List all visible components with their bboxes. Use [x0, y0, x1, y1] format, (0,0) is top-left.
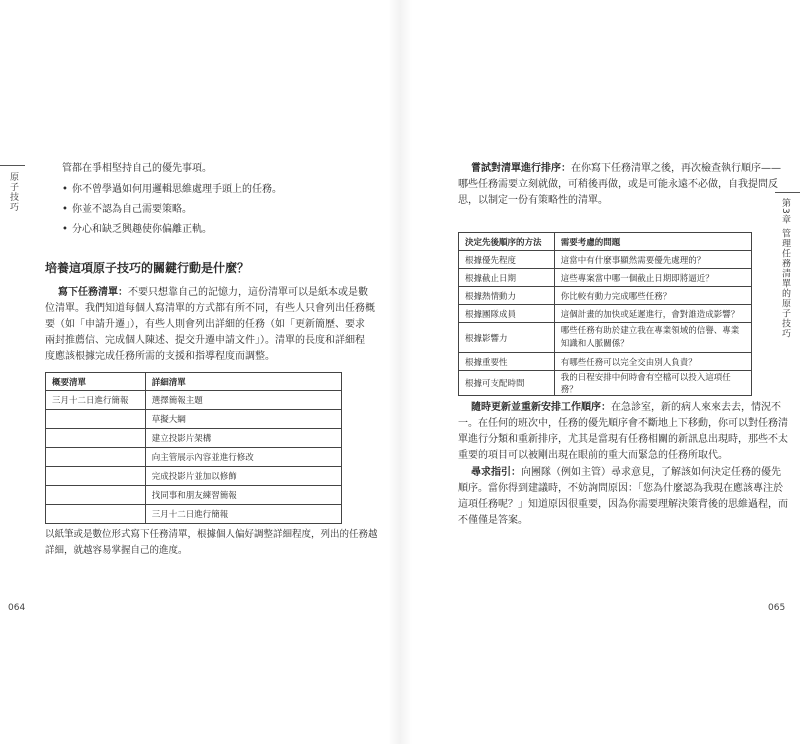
- table-cell: 有哪些任務可以完全交由別人負責？: [554, 353, 751, 371]
- table-cell: 根據可支配時間: [459, 371, 555, 396]
- table-row: [459, 269, 752, 287]
- para-line: 向團隊（例如主管）尋求意見，了解該如何決定任務的優先: [521, 467, 781, 478]
- table-row: [459, 353, 752, 371]
- table-cell: 三月十二日進行簡報: [46, 391, 146, 410]
- para-line: 單進行分類和重新排序，尤其是當現有任務相關的新訊息出現時，那些不太: [458, 434, 788, 445]
- table-cell: 根據熱情動力: [459, 287, 555, 305]
- table-row: [46, 467, 342, 486]
- para-line: 哪些任務需要立刻就做，可稍後再做，或是可能永遠不必做，自我提問反: [458, 179, 778, 190]
- para-line: 位清單。我們知道每個人寫清單的方式都有所不同，有些人只會列出任務概: [45, 303, 375, 314]
- table-header-cell: 詳細清單: [145, 373, 341, 391]
- task-list-table: [45, 372, 342, 524]
- para-line: 度應該根據完成任務所需的支援和指導程度而調整。: [45, 351, 275, 362]
- table-row: [459, 323, 752, 353]
- table-cell: 根據重要性: [459, 353, 555, 371]
- table-cell: 我的日程安排中何時會有空檔可以投入這項任務？: [554, 371, 751, 396]
- table-row: [46, 391, 342, 410]
- bullet-item: • 你不曾學過如何用邏輯思維處理手頭上的任務。: [72, 182, 352, 198]
- table-cell: [46, 505, 146, 524]
- table-row: [459, 251, 752, 269]
- para-line: 重要的項目可以被剛出現在眼前的重大而緊急的任務所取代。: [458, 450, 728, 461]
- table-row: [459, 305, 752, 323]
- table-header-cell: 決定先後順序的方法: [459, 233, 555, 251]
- table-cell: 向主管展示內容並進行修改: [145, 448, 341, 467]
- table-row: [46, 486, 342, 505]
- para-line: 思，以制定一份有策略性的清單。: [458, 195, 608, 206]
- table-cell: 根據截止日期: [459, 269, 555, 287]
- page-number: 065: [768, 603, 786, 613]
- para-line: 不僅僅是答案。: [458, 515, 528, 526]
- table-row: [459, 371, 752, 396]
- table-cell: 完成投影片並加以修飾: [145, 467, 341, 486]
- table-cell: 找同事和朋友練習簡報: [145, 486, 341, 505]
- side-rule: [0, 165, 25, 166]
- para-line: 順序。當你得到建議時，不妨詢問原因：「您為什麼認為我現在應該專注於: [458, 483, 783, 494]
- table-cell: 根據團隊成員: [459, 305, 555, 323]
- para-lead: 嘗試對清單進行排序：: [471, 163, 571, 174]
- table-cell: 根據影響力: [459, 323, 555, 353]
- para-lead: 寫下任務清單：: [58, 287, 128, 298]
- section-heading: 培養這項原子技巧的關鍵行動是什麼？: [45, 261, 250, 275]
- para-line: 一。在任何的班次中，任務的優先順序會不斷地上下移動，你可以對任務清: [458, 418, 788, 429]
- table-cell: 這個計畫的加快或延遲進行，會對誰造成影響？: [554, 305, 751, 323]
- bullet-item: • 你並不認為自己需要策略。: [72, 202, 352, 218]
- table-cell: [46, 467, 146, 486]
- para-line: 兩封推薦信、完成個人陳述、提交升遷申請文件」）。清單的長度和詳細程: [45, 335, 365, 346]
- table-header-cell: 需要考慮的問題: [554, 233, 751, 251]
- right-page: [400, 0, 800, 744]
- table-cell: [46, 486, 146, 505]
- para-lead: 隨時更新並重新安排工作順序：: [471, 402, 611, 413]
- table-cell: 你比較有動力完成哪些任務？: [554, 287, 751, 305]
- table-cell: 草擬大綱: [145, 410, 341, 429]
- side-rule: [775, 192, 800, 193]
- table-row: [46, 410, 342, 429]
- table-cell: 這當中有什麼事顯然需要優先處理的？: [554, 251, 751, 269]
- table-cell: 三月十二日進行簡報: [145, 505, 341, 524]
- table-row: [46, 448, 342, 467]
- table-caption-line: 詳細，就越容易掌握自己的進度。: [45, 545, 188, 556]
- table-cell: 選擇簡報主題: [145, 391, 341, 410]
- table-row: [46, 429, 342, 448]
- table-header-cell: 概要清單: [46, 373, 146, 391]
- para-line: 這項任務呢？」知道原因很重要，因為你需要理解決策背後的思維過程，而: [458, 499, 788, 510]
- table-cell: [46, 448, 146, 467]
- table-header-row: [46, 373, 342, 391]
- para-lead: 尋求指引：: [471, 467, 521, 478]
- para-line: 在你寫下任務清單之後，再次檢查執行順序——: [571, 163, 781, 174]
- table-cell: [46, 429, 146, 448]
- table-caption-line: 以紙筆或是數位形式寫下任務清單，根據個人偏好調整詳細程度，列出的任務越: [45, 529, 378, 540]
- table-cell: 這些專案當中哪一個截止日期即將逼近？: [554, 269, 751, 287]
- para-line: 不要只想靠自己的記憶力，這份清單可以是紙本或是數: [128, 287, 368, 298]
- table-header-row: [459, 233, 752, 251]
- intro-line: 管都在爭相堅持自己的優先事項。: [62, 163, 212, 174]
- table-cell: 根據優先程度: [459, 251, 555, 269]
- table-cell: 建立投影片架構: [145, 429, 341, 448]
- left-running-head: 原子技巧: [8, 172, 18, 212]
- table-row: [46, 505, 342, 524]
- table-cell: 哪些任務有助於建立我在專業領域的信譽、專業知識和人脈關係？: [554, 323, 751, 353]
- prioritization-table: [458, 232, 752, 396]
- para-line: 在急診室，新的病人來來去去，情況不: [611, 402, 781, 413]
- table-cell: [46, 410, 146, 429]
- table-row: [459, 287, 752, 305]
- para-line: 要（如「申請升遷」），有些人則會列出詳細的任務（如「更新簡歷、要求: [45, 319, 365, 330]
- page-number: 064: [8, 603, 26, 613]
- right-running-head: 第3章 管理任務清單的原子技巧: [780, 198, 790, 339]
- bullet-item: • 分心和缺乏興趣使你偏離正軌。: [72, 222, 352, 238]
